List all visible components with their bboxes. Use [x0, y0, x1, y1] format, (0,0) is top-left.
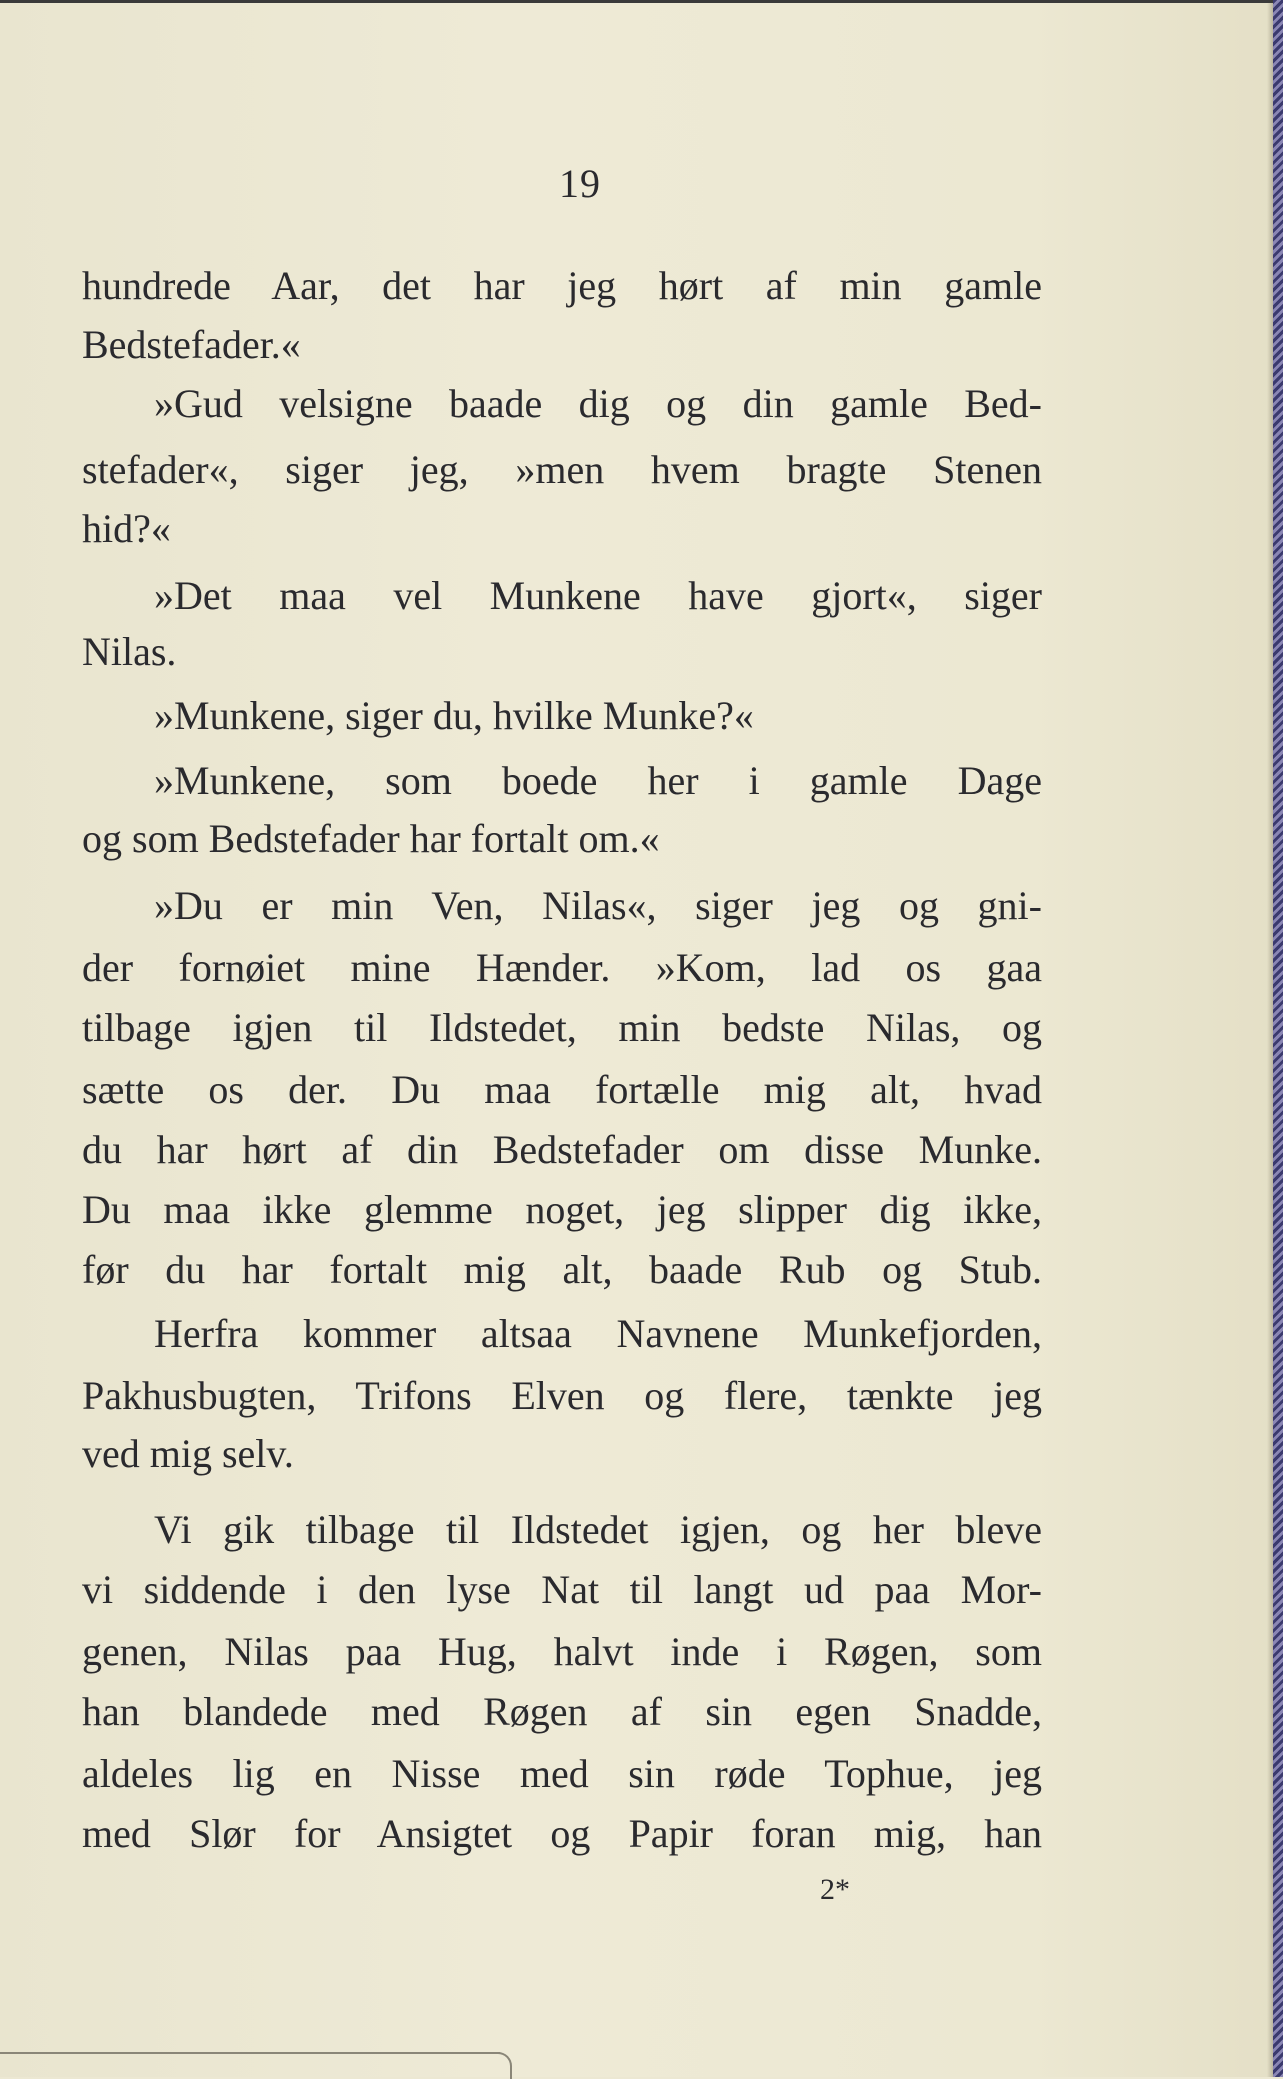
bottom-rule — [0, 2052, 500, 2054]
text-line: »Munkene, siger du, hvilke Munke?« — [154, 693, 754, 738]
text-line: og som Bedstefader har fortalt om.« — [82, 816, 660, 861]
bottom-rule-curve — [470, 2052, 512, 2079]
text-line: Herfra kommer altsaa Navnene Munkefjorden, — [154, 1311, 1042, 1356]
text-line: hundrede Aar, det har jeg hørt af min gamle — [82, 263, 1042, 308]
text-line: Vi gik tilbage til Ildstedet igjen, og her bleve — [154, 1507, 1042, 1552]
page-top-edge — [0, 0, 1283, 3]
text-line: Nilas. — [82, 629, 177, 674]
text-line: »Gud velsigne baade dig og din gamle Bed- — [154, 381, 1042, 426]
text-line: ved mig selv. — [82, 1431, 294, 1476]
text-line: »Det maa vel Munkene have gjort«, siger — [154, 573, 1042, 618]
text-line: med Slør for Ansigtet og Papir foran mig, han — [82, 1811, 1042, 1856]
text-line: hid?« — [82, 506, 171, 551]
signature-mark: 2* — [820, 1873, 850, 1906]
text-line: Bedstefader.« — [82, 322, 301, 367]
text-line: Du maa ikke glemme noget, jeg slipper dig ikke, — [82, 1187, 1042, 1232]
text-line: »Munkene, som boede her i gamle Dage — [154, 758, 1042, 803]
book-cover-edge — [1273, 0, 1283, 2077]
text-line: der fornøiet mine Hænder. »Kom, lad os gaa — [82, 945, 1042, 990]
text-line: genen, Nilas paa Hug, halvt inde i Røgen, som — [82, 1629, 1042, 1674]
text-line: »Du er min Ven, Nilas«, siger jeg og gni- — [154, 883, 1042, 928]
text-line: sætte os der. Du maa fortælle mig alt, hvad — [82, 1067, 1042, 1112]
text-line: stefader«, siger jeg, »men hvem bragte Stenen — [82, 447, 1042, 492]
text-line: vi siddende i den lyse Nat til langt ud paa Mor- — [82, 1567, 1042, 1612]
text-line: før du har fortalt mig alt, baade Rub og Stub. — [82, 1247, 1042, 1292]
text-line: tilbage igjen til Ildstedet, min bedste Nilas, og — [82, 1005, 1042, 1050]
text-line: Pakhusbugten, Trifons Elven og flere, tænkte jeg — [82, 1373, 1042, 1418]
text-line: aldeles lig en Nisse med sin røde Tophue, jeg — [82, 1751, 1042, 1796]
text-line: han blandede med Røgen af sin egen Snadde, — [82, 1689, 1042, 1734]
text-line: du har hørt af din Bedstefader om disse Munke. — [82, 1127, 1042, 1172]
page-number: 19 — [559, 161, 601, 206]
